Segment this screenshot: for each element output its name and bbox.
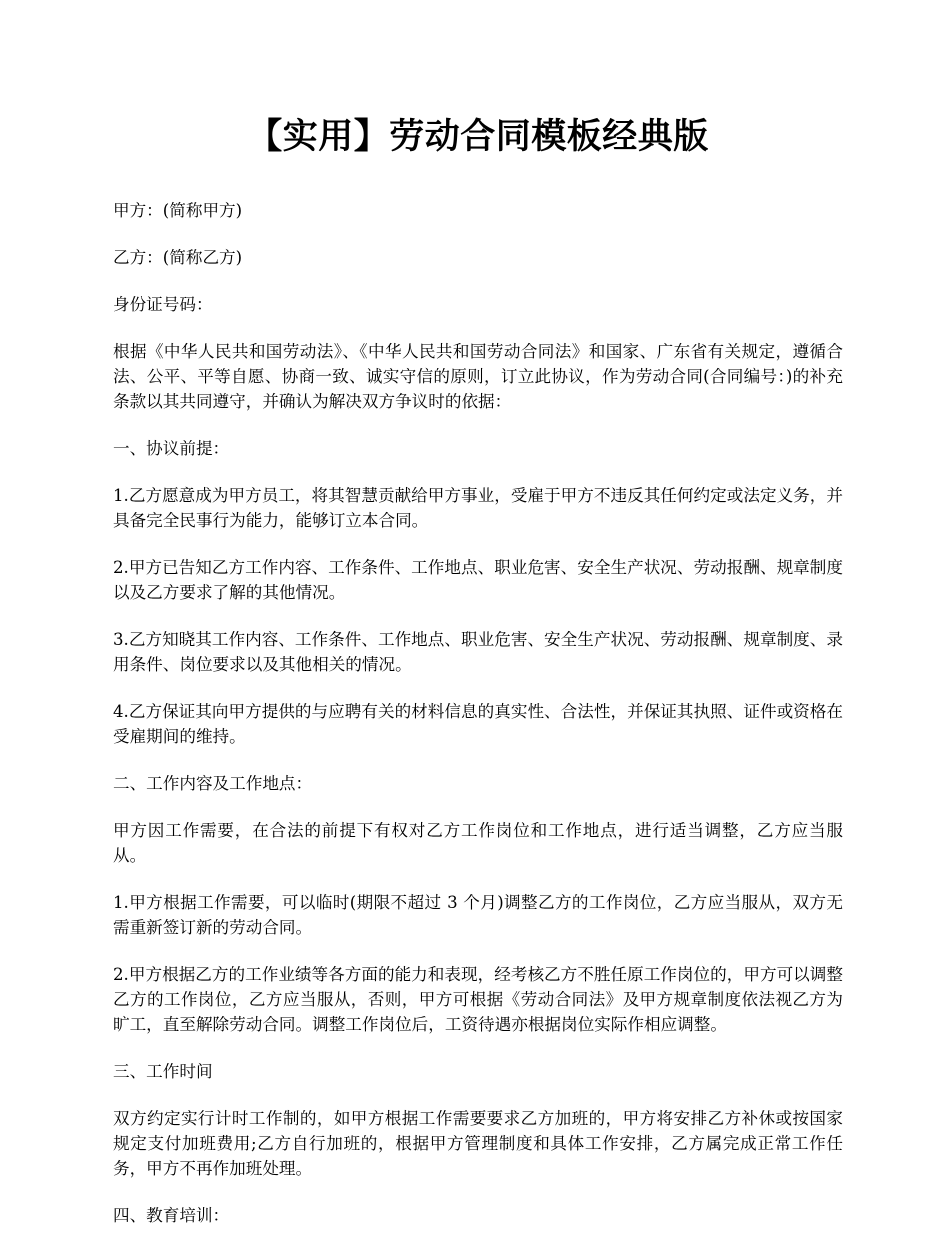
clause-1-4: 4.乙方保证其向甲方提供的与应聘有关的材料信息的真实性、合法性，并保证其执照、证件或资格在受雇期间的维持。	[113, 702, 843, 746]
section-heading-2: 二、工作内容及工作地点：	[113, 774, 313, 793]
party-b-line: 乙方：(简称乙方)	[113, 248, 243, 267]
clause-2-2: 2.甲方根据乙方的工作业绩等各方面的能力和表现，经考核乙方不胜任原工作岗位的，甲方可以调整乙方的工作岗位，乙方应当服从，否则，甲方可根据《劳动合同法》及甲方规章制度依法视乙方为旷工，直至解除劳动合同。调整工作岗位后，工资待遇亦根据岗位实际作相应调整。	[113, 965, 843, 1034]
clause-1-3: 3.乙方知晓其工作内容、工作条件、工作地点、职业危害、安全生产状况、劳动报酬、规章制度、录用条件、岗位要求以及其他相关的情况。	[113, 630, 843, 674]
id-number-line: 身份证号码：	[113, 295, 213, 314]
section-2-intro: 甲方因工作需要，在合法的前提下有权对乙方工作岗位和工作地点，进行适当调整，乙方应当服从。	[113, 821, 843, 865]
section-heading-1: 一、协议前提：	[113, 439, 230, 458]
document-title: 【实用】劳动合同模板经典版	[247, 116, 709, 157]
preamble-paragraph: 根据《中华人民共和国劳动法》、《中华人民共和国劳动合同法》和国家、广东省有关规定，遵循合法、公平、平等自愿、协商一致、诚实守信的原则，订立此协议，作为劳动合同(合同编号：)的补充条款以其共同遵守，并确认为解决双方争议时的依据：	[113, 342, 843, 411]
section-heading-3: 三、工作时间	[113, 1062, 213, 1081]
party-a-line: 甲方：(简称甲方)	[113, 201, 243, 220]
clause-2-1: 1.甲方根据工作需要，可以临时(期限不超过 3 个月)调整乙方的工作岗位，乙方应当服从，双方无需重新签订新的劳动合同。	[113, 893, 843, 937]
clause-1-2: 2.甲方已告知乙方工作内容、工作条件、工作地点、职业危害、安全生产状况、劳动报酬、规章制度以及乙方要求了解的其他情况。	[113, 558, 843, 602]
clause-1-1: 1.乙方愿意成为甲方员工，将其智慧贡献给甲方事业，受雇于甲方不违反其任何约定或法定义务，并具备完全民事行为能力，能够订立本合同。	[113, 486, 843, 530]
section-heading-4: 四、教育培训：	[113, 1206, 230, 1225]
section-3-body: 双方约定实行计时工作制的，如甲方根据工作需要要求乙方加班的，甲方将安排乙方补休或按国家规定支付加班费用;乙方自行加班的，根据甲方管理制度和具体工作安排，乙方属完成正常工作任务，甲方不再作加班处理。	[113, 1109, 843, 1178]
document-page	[113, 112, 843, 1250]
